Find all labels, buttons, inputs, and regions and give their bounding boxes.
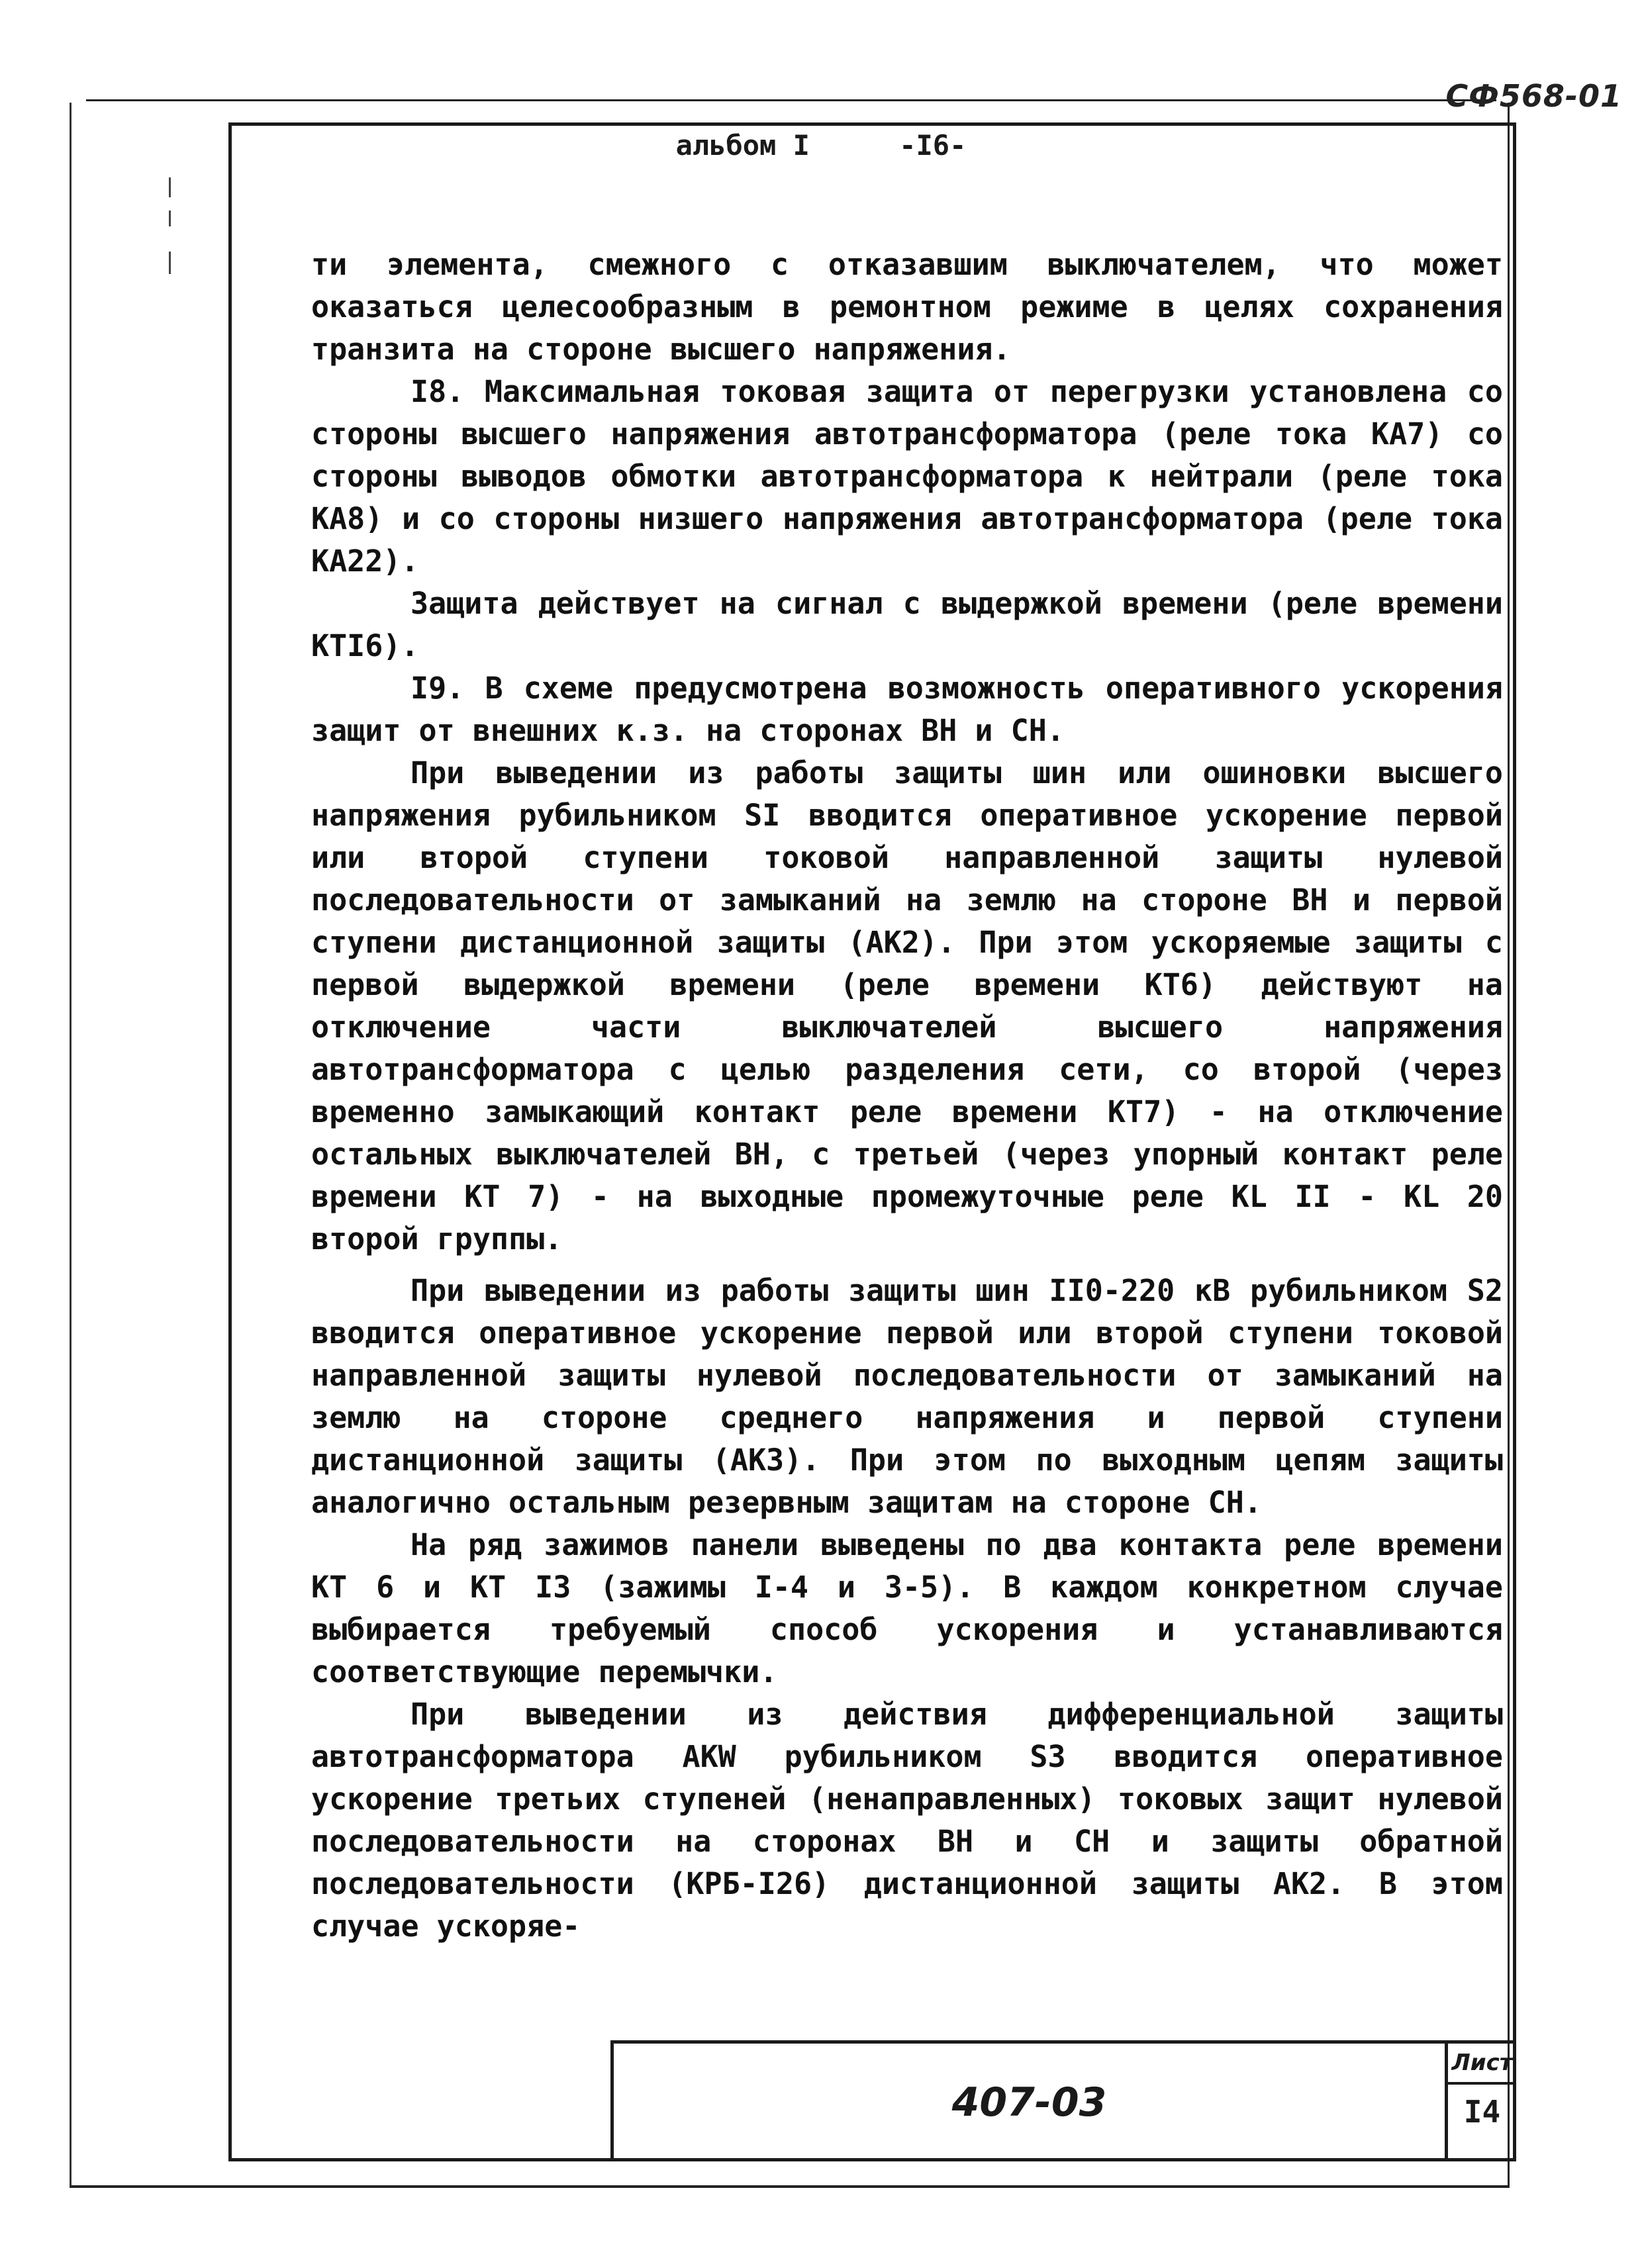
paragraph: ти элемента, смежного с отказавшим выключателем, что может оказаться целесообразным в ремонтном режиме в целях сохранения транзита на стороне высшего напряжения. xyxy=(311,247,1503,367)
sheet-cell xyxy=(1445,2044,1516,2161)
paragraph: Защита действует на сигнал с выдержкой времени (реле времени КТI6). xyxy=(311,586,1503,663)
sheet-number: I4 xyxy=(1463,2094,1501,2130)
top-rule xyxy=(86,99,1496,101)
paragraph: При выведении из работы защиты шин II0-220 кВ рубильником S2 вводится оперативное ускорение первой или второй ступени токовой направленной защиты нулевой последовательности от замыканий на землю на стороне среднего напряжения и первой ступени дистанционной защиты (АК3). При этом по выходным цепям защиты аналогично остальным резервным защитам на стороне СН. xyxy=(311,1273,1503,1520)
paragraph: I9. В схеме предусмотрена возможность оперативного ускорения защит от внешних к.з. на сторонах ВН и СН. xyxy=(311,671,1503,748)
paragraph: При выведении из действия дифференциальной защиты автотрансформатора AKW рубильником S3 вводится оперативное ускорение третьих ступеней (ненаправленных) токовых защит нулевой последовательности на сторонах ВН и СН и защиты обратной последовательности (КРБ-I26) дистанционной защиты АК2. В этом случае ускоряе- xyxy=(311,1697,1503,1944)
page-header xyxy=(0,129,1642,162)
paragraph: I8. Максимальная токовая защита от перегрузки установлена со стороны высшего напряжения автотрансформатора (реле тока КА7) со стороны выводов обмотки автотрансформатора к нейтрали (реле тока КА8) и со стороны низшего напряжения автотрансформатора (реле тока КА22). xyxy=(311,374,1503,579)
page-number: -I6- xyxy=(899,129,967,162)
archive-stamp: СФ568-01 xyxy=(1445,78,1622,114)
paragraph: При выведении из работы защиты шин или ошиновки высшего напряжения рубильником SI вводится оперативное ускорение первой или второй ступени токовой направленной защиты нулевой последовательности от замыканий на землю на стороне ВН и первой ступени дистанционной защиты (АК2). При этом ускоряемые защиты с первой выдержкой времени (реле времени КТ6) действуют на отключение части выключателей высшего напряжения автотрансформатора с целью разделения сети, со второй (через временно замыкающий контакт реле времени КТ7) - на отключение остальных выключателей ВН, с третьей (через упорный контакт реле времени КТ 7) - на выходные промежуточные реле KL II - KL 20 второй группы. xyxy=(311,755,1503,1256)
document-body xyxy=(311,244,1503,1948)
document-number: 407-03 xyxy=(951,2079,1107,2126)
paragraph: На ряд зажимов панели выведены по два контакта реле времени КТ 6 и КТ I3 (зажимы I-4 и 3-5). В каждом конкретном случае выбирается требуемый способ ускорения и устанавливаются соответствующие перемычки. xyxy=(311,1527,1503,1689)
sheet-label: Лист xyxy=(1448,2044,1516,2085)
album-label: альбом I xyxy=(675,129,810,162)
title-block xyxy=(610,2040,1516,2161)
